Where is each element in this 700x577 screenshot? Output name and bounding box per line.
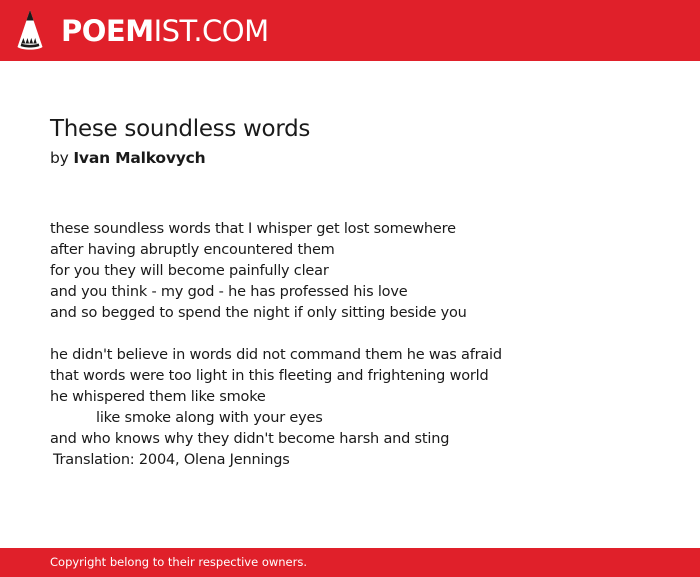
poem-line: he whispered them like smoke: [50, 389, 266, 405]
site-logo-link[interactable]: [16, 9, 269, 53]
poem-stanza: [50, 219, 670, 324]
poem-line: he didn't believe in words did not command them he was afraid: [50, 347, 502, 363]
poem-author: Ivan Malkovych: [73, 149, 206, 167]
translation-credit: Translation: 2004, Olena Jennings: [53, 452, 290, 468]
byline-prefix: by: [50, 149, 69, 167]
poem-body: [50, 219, 670, 471]
poem-line: and who knows why they didn't become harsh and sting: [50, 431, 450, 447]
poem-line-indented: like smoke along with your eyes: [96, 410, 323, 426]
poem-line: that words were too light in this fleeting and frightening world: [50, 368, 489, 384]
site-header: [0, 0, 700, 61]
site-footer: [0, 548, 700, 577]
poem-line: and you think - my god - he has professed his love: [50, 284, 408, 300]
logo-text-bold: POEM: [61, 14, 154, 48]
poem-line: and so begged to spend the night if only sitting beside you: [50, 305, 467, 321]
poem-line: after having abruptly encountered them: [50, 242, 335, 258]
site-logo-text: [61, 9, 269, 53]
logo-text-light: IST.COM: [153, 14, 269, 48]
poem-line: for you they will become painfully clear: [50, 263, 329, 279]
poem-title: These soundless words: [50, 116, 311, 142]
pencil-icon: [16, 9, 44, 53]
copyright-notice: Copyright belong to their respective owners.: [50, 555, 308, 569]
poem-byline: [50, 149, 206, 167]
poem-line: these soundless words that I whisper get lost somewhere: [50, 221, 456, 237]
poem-stanza: [50, 345, 670, 471]
